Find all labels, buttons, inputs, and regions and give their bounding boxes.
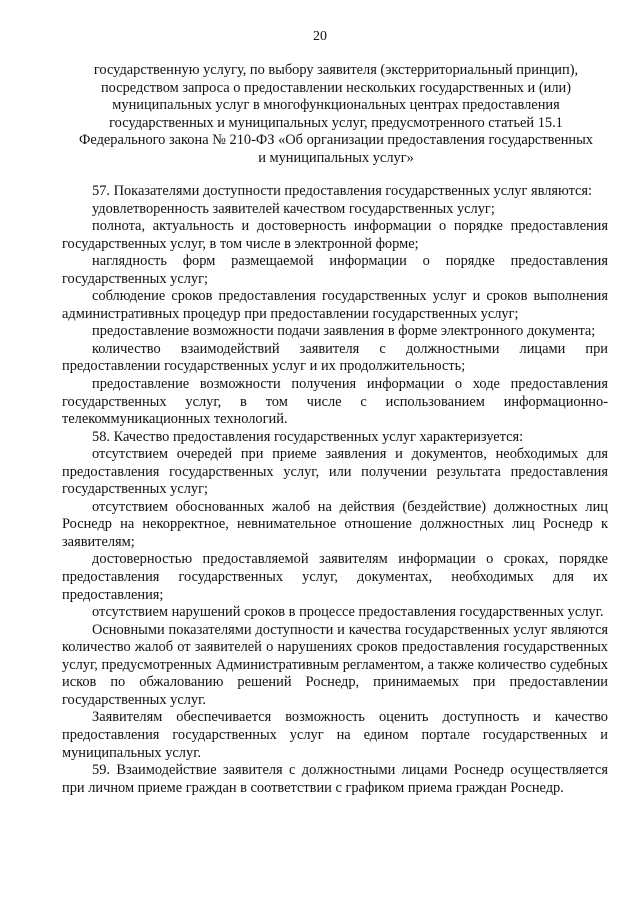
paragraph: отсутствием очередей при приеме заявления и документов, необходимых для предоставления государственных услуг, или получении результата предоставления государственных услуг; (62, 446, 608, 498)
paragraph: предоставление возможности получения информации о ходе предоставления государственных услуг, в том числе с использованием информационно-телекоммуникационных технологий. (62, 376, 608, 428)
heading-line: и муниципальных услуг» (258, 149, 414, 166)
paragraph: отсутствием обоснованных жалоб на действия (бездействие) должностных лиц Роснедр на некорректное, невнимательное отношение должностных лиц Роснедр к заявителям; (62, 498, 608, 550)
paragraph: полнота, актуальность и достоверность информации о порядке предоставления государственных услуг, в том числе в электронной форме; (62, 218, 608, 252)
paragraph: предоставление возможности подачи заявления в форме электронного документа; (92, 323, 596, 340)
paragraph: количество взаимодействий заявителя с должностными лицами при предоставлении государственных услуг и их продолжительность; (62, 340, 608, 375)
paragraph: достоверностью предоставляемой заявителям информации о сроках, порядке предоставления государственных услуг, документах, необходимых для их предоставления; (62, 551, 608, 603)
page-number: 20 (313, 29, 327, 44)
paragraph-57-intro: 57. Показателями доступности предоставления государственных услуг являются: (92, 183, 593, 199)
heading-line: государственных и муниципальных услуг, предусмотренного статьей 15.1 (109, 114, 563, 131)
paragraph-59: 59. Взаимодействие заявителя с должностными лицами Роснедр осуществляется при личном приеме граждан в соответствии с графиком приема граждан Роснедр. (62, 762, 608, 796)
heading-line: посредством запроса о предоставлении нескольких государственных и (или) (100, 79, 572, 96)
heading-line: государственную услугу, по выбору заявителя (экстерриториальный принцип), (93, 62, 579, 78)
paragraph: Основными показателями доступности и качества государственных услуг являются количество жалоб от заявителей о нарушениях сроков предоставления государственных услуг, предусмотренных Административным регламентом, а также количество судебных исков по обжалованию решений Роснедр, принимаемых при предоставлении государственных услуг. (62, 621, 608, 708)
heading-line: Федерального закона № 210-ФЗ «Об организации предоставления государственных (79, 132, 593, 149)
section-heading (62, 62, 610, 168)
paragraph: отсутствием нарушений сроков в процессе предоставления государственных услуг. (92, 604, 604, 621)
paragraph-58-intro: 58. Качество предоставления государственных услуг характеризуется: (92, 428, 524, 445)
body-text (62, 183, 608, 797)
paragraph: Заявителям обеспечивается возможность оценить доступность и качество предоставления государственных услуг на едином портале государственных и муниципальных услуг. (62, 709, 608, 761)
heading-line: муниципальных услуг в многофункциональных центрах предоставления (112, 97, 560, 114)
paragraph: соблюдение сроков предоставления государственных услуг и сроков выполнения административных процедур при предоставлении государственных услуг; (62, 288, 608, 322)
paragraph: наглядность форм размещаемой информации о порядке предоставления государственных услуг; (62, 253, 608, 287)
paragraph: удовлетворенность заявителей качеством государственных услуг; (92, 200, 495, 217)
